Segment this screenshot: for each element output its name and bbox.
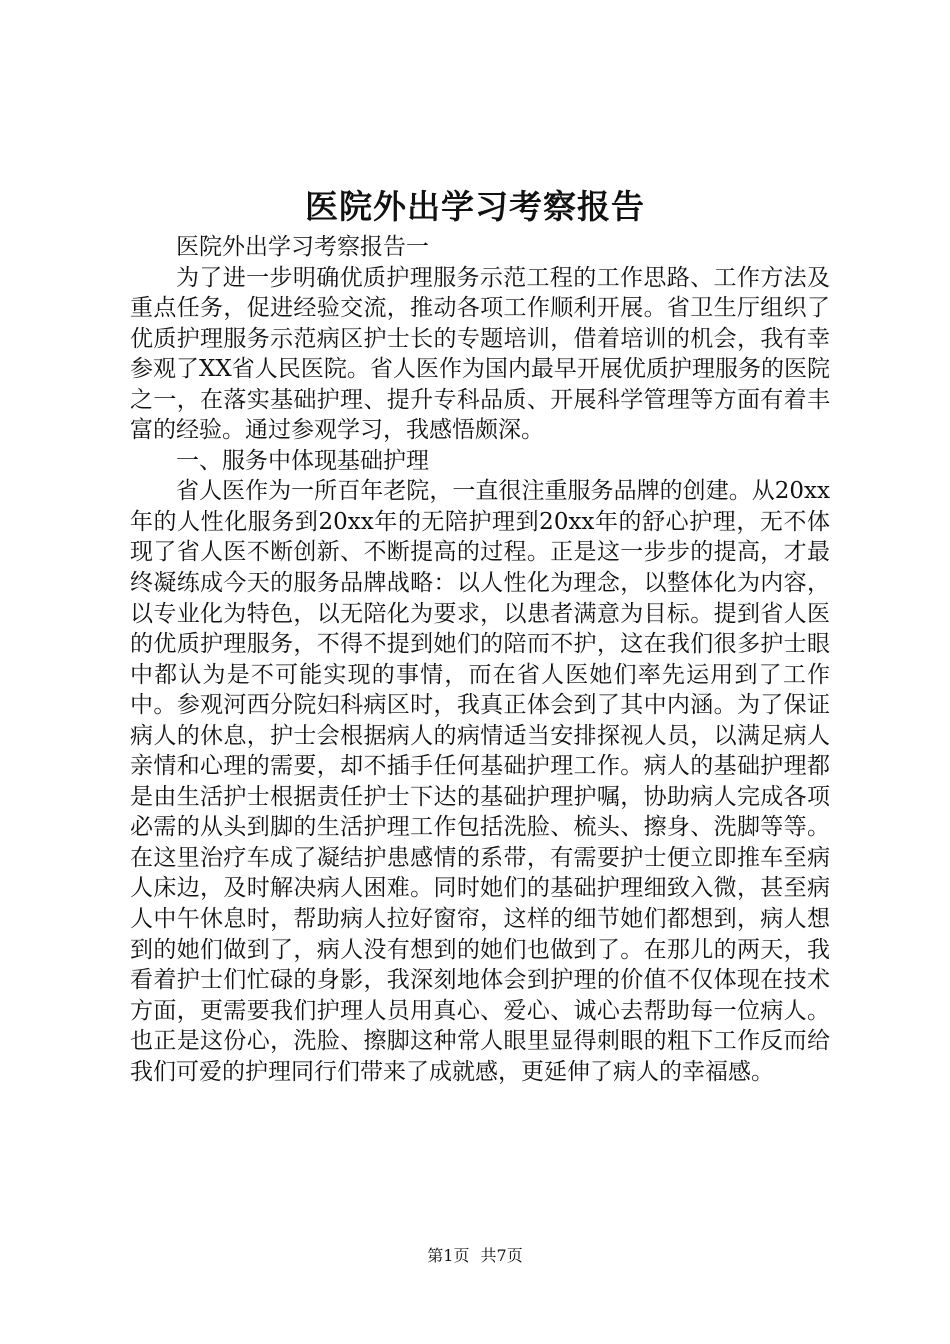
page-total: 共7页 <box>480 1246 523 1265</box>
subsection-heading: 一、服务中体现基础护理 <box>176 447 429 474</box>
page-footer <box>0 1244 950 1268</box>
page-number: 第1页 <box>427 1246 470 1265</box>
document-body <box>130 232 830 1087</box>
intro-paragraph: 为了进一步明确优质护理服务示范工程的工作思路、工作方法及重点任务，促进经验交流，推动各项工作顺利开展。省卫生厅组织了优质护理服务示范病区护士长的专题培训，借着培训的机会，我有幸参观了XX省人民医院。省人医作为国内最早开展优质护理服务的医院之一，在落实基础护理、提升专科品质、开展科学管理等方面有着丰富的经验。通过参观学习，我感悟颇深。 <box>130 264 830 444</box>
body-paragraph: 省人医作为一所百年老院，一直很注重服务品牌的创建。从20xx年的人性化服务到20xx年的无陪护理到20xx年的舒心护理，无不体现了省人医不断创新、不断提高的过程。正是这一步步的提高，才最终凝练成今天的服务品牌战略：以人性化为理念，以整体化为内容，以专业化为特色，以无陪化为要求，以患者满意为目标。提到省人医的优质护理服务，不得不提到她们的陪而不护，这在我们很多护士眼中都认为是不可能实现的事情，而在省人医她们率先运用到了工作中。参观河西分院妇科病区时，我真正体会到了其中内涵。为了保证病人的休息，护士会根据病人的病情适当安排探视人员，以满足病人亲情和心理的需要，却不插手任何基础护理工作。病人的基础护理都是由生活护士根据责任护士下达的基础护理护嘱，协助病人完成各项必需的从头到脚的生活护理工作包括洗脸、梳头、擦身、洗脚等等。在这里治疗车成了凝结护患感情的系带，有需要护士便立即推车至病人床边，及时解决病人困难。同时她们的基础护理细致入微，甚至病人中午休息时，帮助病人拉好窗帘，这样的细节她们都想到，病人想到的她们做到了，病人没有想到的她们也做到了。在那儿的两天，我看着护士们忙碌的身影，我深刻地体会到护理的价值不仅体现在技术方面，更需要我们护理人员用真心、爱心、诚心去帮助每一位病人。也正是这份心，洗脸、擦脚这种常人眼里显得刺眼的粗下工作反而给我们可爱的护理同行们带来了成就感，更延伸了病人的幸福感。 <box>130 478 830 1085</box>
document-title: 医院外出学习考察报告 <box>305 187 645 226</box>
section-heading: 医院外出学习考察报告一 <box>176 234 429 260</box>
